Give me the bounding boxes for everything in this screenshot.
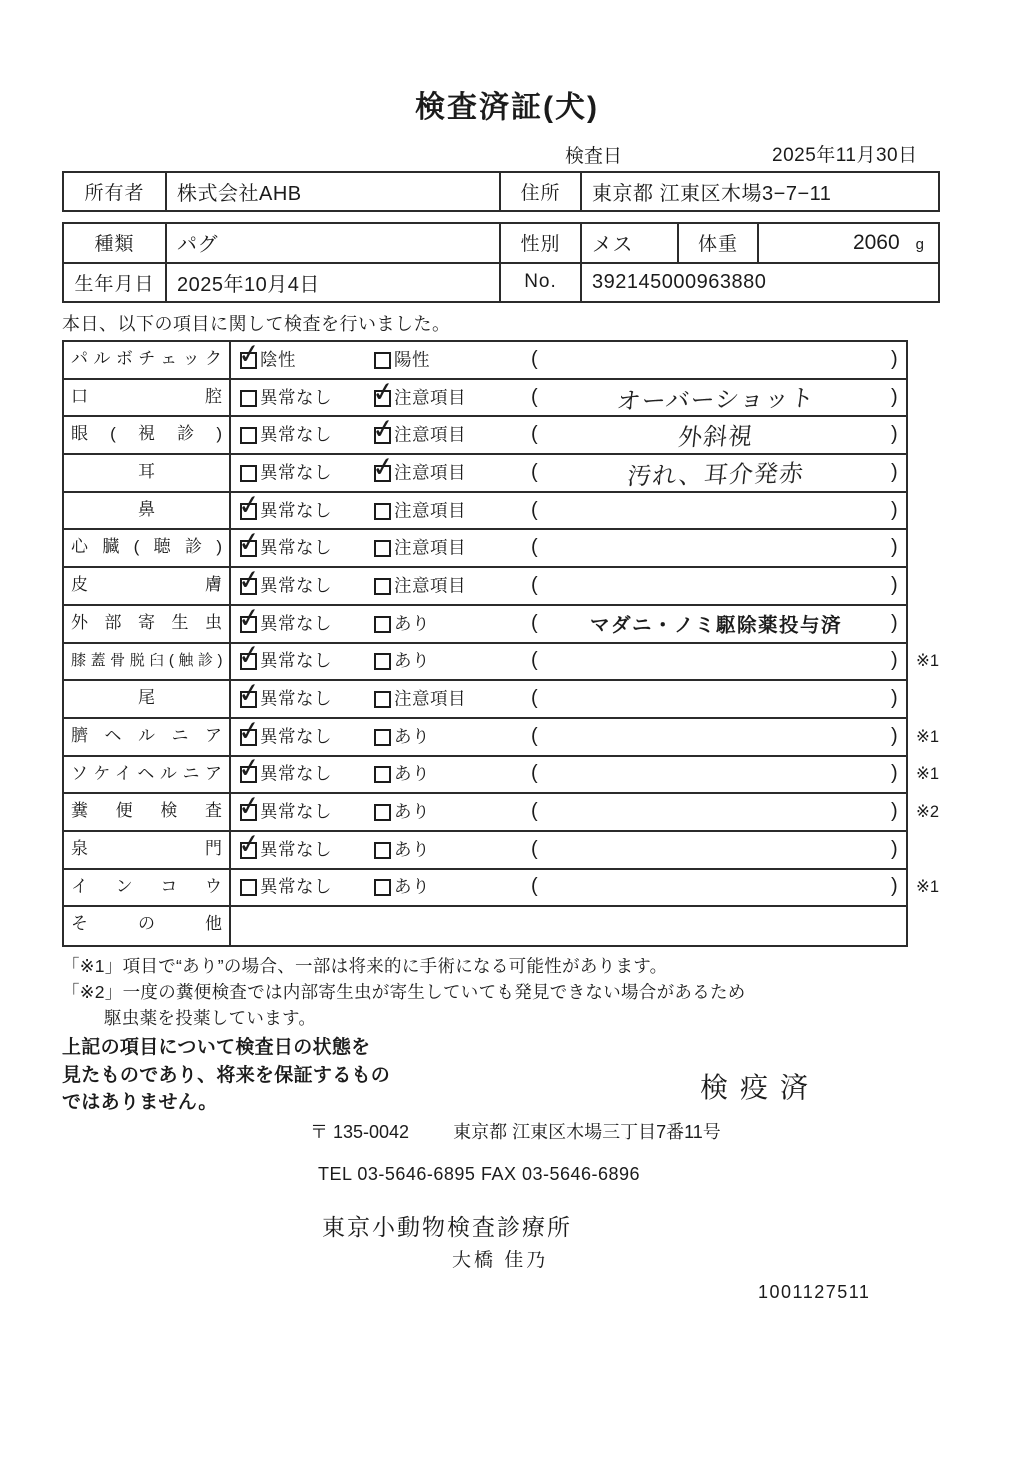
inspection-date-value: 2025年11月30日 (772, 145, 918, 166)
exam-item-label: 鼻 (138, 499, 155, 519)
owner-label: 所有者 (84, 183, 145, 204)
checkmark: ✓ (235, 676, 263, 711)
remark-text: マダニ・ノミ駆除薬投与済 (589, 614, 842, 637)
checkbox-normal (235, 676, 263, 711)
option-label: 異常なし (260, 726, 332, 747)
checkbox-caution (369, 450, 397, 485)
checkmark: ✓ (235, 751, 263, 786)
option-label: あり (394, 763, 430, 784)
checkmark: ✓ (235, 714, 263, 749)
sex-label: 性別 (499, 224, 580, 262)
paren-open: ( (531, 385, 538, 408)
checkbox-normal (235, 714, 263, 749)
number-value: 392145000963880 (580, 264, 938, 302)
handwritten-remark: 外斜視 (676, 423, 755, 452)
exam-item-label: パルボチェック (71, 349, 222, 368)
option-label: 異常なし (260, 839, 332, 860)
address-value: 東京都 江東区木場3−7−11 (580, 173, 938, 210)
page-title: 検査済証(犬) (415, 91, 599, 124)
table-row-tail (64, 676, 906, 719)
checkmark: ✓ (369, 412, 397, 447)
paren-open: ( (531, 460, 538, 483)
paren-close: ) (891, 536, 898, 559)
option-label: 異常なし (260, 462, 332, 483)
option-label: あり (394, 650, 430, 671)
checkbox-normal (235, 827, 263, 862)
exam-item-label: インコウ (71, 876, 222, 896)
footnote-1: 「※1」項目で“あり”の場合、一部は将来的に手術になる可能性があります。 (62, 956, 668, 976)
table-row-eyes (64, 412, 906, 455)
paren-close: ) (891, 762, 898, 785)
number-label: No. (499, 264, 580, 302)
paren-open: ( (531, 498, 538, 521)
handwritten-remark: 汚れ、耳介発赤 (625, 460, 806, 491)
checkbox-normal (240, 390, 257, 407)
checkbox-normal (235, 488, 263, 523)
checkmark: ✓ (235, 638, 263, 673)
option-label: 異常なし (260, 876, 332, 897)
checkmark: ✓ (369, 450, 397, 485)
animal-table (62, 222, 940, 303)
option-label: 異常なし (260, 613, 332, 634)
checkmark: ✓ (235, 789, 263, 824)
table-row-fecal-exam (64, 789, 940, 832)
exam-item-label: 口腔 (71, 386, 222, 406)
checkbox-positive (374, 352, 391, 369)
breed-value: パグ (165, 224, 499, 262)
paren-open: ( (531, 875, 538, 898)
option-label: 異常なし (260, 424, 332, 445)
checkbox-present (374, 729, 391, 746)
birthdate-value: 2025年10月4日 (165, 264, 499, 302)
checkbox-caution (369, 375, 397, 409)
checkmark: ✓ (235, 488, 263, 523)
weight-number: 2060 (852, 230, 900, 254)
checkbox-normal (235, 563, 263, 598)
table-row-patella (64, 638, 940, 682)
exam-item-label: その他 (71, 914, 222, 934)
checkbox-present (374, 804, 391, 821)
paren-open: ( (531, 574, 538, 597)
paren-open: ( (531, 347, 538, 370)
breed-label: 種類 (94, 234, 135, 256)
paren-open: ( (531, 611, 538, 634)
checkbox-normal (235, 638, 263, 673)
checkmark: ✓ (235, 525, 263, 560)
paren-close: ) (891, 423, 898, 446)
serial-number: 1001127511 (758, 1282, 871, 1302)
paren-close: ) (891, 460, 898, 483)
paren-close: ) (891, 800, 898, 823)
other-empty-cell (229, 907, 906, 945)
option-label: 異常なし (260, 575, 332, 596)
table-row-ectoparasites (64, 601, 906, 644)
postal-code: 〒 135-0042 (310, 1122, 410, 1142)
checkbox-present (374, 879, 391, 896)
paren-open: ( (531, 837, 538, 860)
option-label: 注意項目 (394, 462, 466, 483)
option-label: 注意項目 (394, 500, 466, 521)
table-row-umbilical-hernia (64, 714, 940, 757)
option-label: あり (394, 801, 430, 822)
paren-close: ) (891, 385, 898, 408)
paren-close: ) (891, 498, 898, 521)
weight-value (757, 224, 938, 262)
checkbox-caution (374, 578, 391, 595)
option-label: 異常なし (260, 387, 332, 408)
weight-label: 体重 (677, 224, 757, 262)
paren-close: ) (891, 574, 898, 597)
checkbox-present (374, 653, 391, 670)
exam-item-label: 膝蓋骨脱臼(触診) (71, 651, 222, 669)
exam-item-label: 臍ヘルニア (71, 725, 222, 745)
table-row-mouth (64, 375, 906, 418)
disclaimer-line-1: 上記の項目について検査日の状態を (62, 1037, 371, 1058)
sex-value: メス (580, 224, 677, 262)
paren-open: ( (531, 536, 538, 559)
exam-item-label: 尾 (138, 688, 155, 708)
weight-unit: g (915, 236, 924, 254)
checkbox-caution (374, 540, 391, 557)
veterinarian-name: 大橋 佳乃 (452, 1250, 549, 1271)
checkmark: ✓ (235, 827, 263, 862)
address-label: 住所 (499, 173, 580, 210)
footnote-2: 「※2」一度の糞便検査では内部寄生虫が寄生していても発見できない場合があるため (62, 982, 746, 1002)
paren-close: ) (891, 649, 898, 672)
table-row-ears (64, 450, 906, 493)
checkmark: ✓ (235, 563, 263, 598)
checkmark: ✓ (235, 601, 263, 636)
exam-item-label: 皮膚 (71, 575, 222, 595)
checkbox-caution (374, 503, 391, 520)
paren-close: ) (891, 611, 898, 634)
clinic-name: 東京小動物検査診療所 (322, 1214, 572, 1240)
paren-open: ( (531, 687, 538, 710)
option-label: 異常なし (260, 801, 332, 822)
checkbox-caution (374, 691, 391, 708)
quarantine-stamp: 検疫済 (700, 1072, 821, 1103)
option-label: あり (394, 876, 430, 897)
table-row-other (64, 907, 906, 945)
exam-item-label: 泉門 (71, 838, 222, 858)
checkbox-normal (235, 601, 263, 636)
paren-close: ) (891, 724, 898, 747)
option-label: 陽性 (394, 349, 430, 370)
checkbox-normal (235, 525, 263, 560)
birthdate-label: 生年月日 (74, 273, 155, 295)
exam-item-label: 糞便検査 (71, 801, 222, 821)
checkbox-caution (369, 412, 397, 447)
option-label: 注意項目 (394, 424, 466, 445)
clinic-tel-fax: TEL 03-5646-6895 FAX 03-5646-6896 (318, 1164, 641, 1184)
paren-close: ) (891, 347, 898, 370)
owner-table (62, 171, 940, 212)
table-row-heart (64, 525, 906, 568)
exam-table (62, 337, 940, 947)
paren-open: ( (531, 423, 538, 446)
footnote-ref: ※1 (916, 878, 940, 897)
option-label: 異常なし (260, 500, 332, 521)
exam-item-label: 心臓(聴診) (71, 537, 222, 557)
exam-item-label: 眼(視診) (71, 424, 222, 444)
footnote-ref: ※2 (916, 803, 940, 822)
paren-open: ( (531, 762, 538, 785)
disclaimer-line-3: ではありません。 (62, 1092, 218, 1113)
table-row-inkou (64, 870, 940, 908)
checkbox-normal (240, 879, 257, 896)
paren-open: ( (531, 724, 538, 747)
option-label: 異常なし (260, 688, 332, 709)
paren-close: ) (891, 837, 898, 860)
owner-value: 株式会社AHB (165, 173, 499, 210)
option-label: 異常なし (260, 763, 332, 784)
paren-close: ) (891, 687, 898, 710)
intro-text: 本日、以下の項目に関して検査を行いました。 (62, 314, 451, 334)
option-label: あり (394, 839, 430, 860)
checkbox-normal (240, 427, 257, 444)
checkbox-present (374, 842, 391, 859)
clinic-address-row (310, 1118, 721, 1144)
table-row-fontanelle (64, 827, 906, 870)
table-row-parvo (64, 337, 906, 380)
exam-item-label: 耳 (138, 462, 155, 482)
option-label: 注意項目 (394, 688, 466, 709)
option-label: あり (394, 613, 430, 634)
footnote-ref: ※1 (916, 727, 940, 746)
paren-open: ( (531, 649, 538, 672)
disclaimer-text (62, 1034, 390, 1117)
inspection-date-label: 検査日 (565, 146, 623, 167)
option-label: 注意項目 (394, 575, 466, 596)
option-label: 異常なし (260, 650, 332, 671)
footnote-ref: ※1 (916, 652, 940, 671)
checkbox-present (374, 616, 391, 633)
clinic-address: 東京都 江東区木場三丁目7番11号 (453, 1122, 721, 1142)
table-row-inguinal-hernia (64, 751, 940, 795)
option-label: 異常なし (260, 537, 332, 558)
checkbox-negative (235, 337, 263, 372)
checkbox-present (374, 766, 391, 783)
footnote-ref: ※1 (916, 765, 940, 784)
paren-close: ) (891, 875, 898, 898)
option-label: 陰性 (260, 349, 296, 370)
checkmark: ✓ (369, 375, 397, 409)
handwritten-remark: オーバーショット (615, 384, 817, 416)
checkbox-normal (240, 465, 257, 482)
table-row-nose (64, 488, 906, 531)
option-label: 注意項目 (394, 537, 466, 558)
exam-item-label: 外部寄生虫 (71, 612, 222, 632)
checkbox-normal (235, 751, 263, 786)
footnote-2-continued: 駆虫薬を投薬しています。 (104, 1008, 317, 1028)
checkmark: ✓ (235, 337, 263, 372)
paren-open: ( (531, 800, 538, 823)
exam-item-label: ソケイヘルニア (71, 763, 222, 783)
option-label: 注意項目 (394, 387, 466, 408)
option-label: あり (394, 726, 430, 747)
table-row-skin (64, 563, 906, 606)
checkbox-normal (235, 789, 263, 824)
disclaimer-line-2: 見たものであり、将来を保証するもの (62, 1064, 391, 1086)
